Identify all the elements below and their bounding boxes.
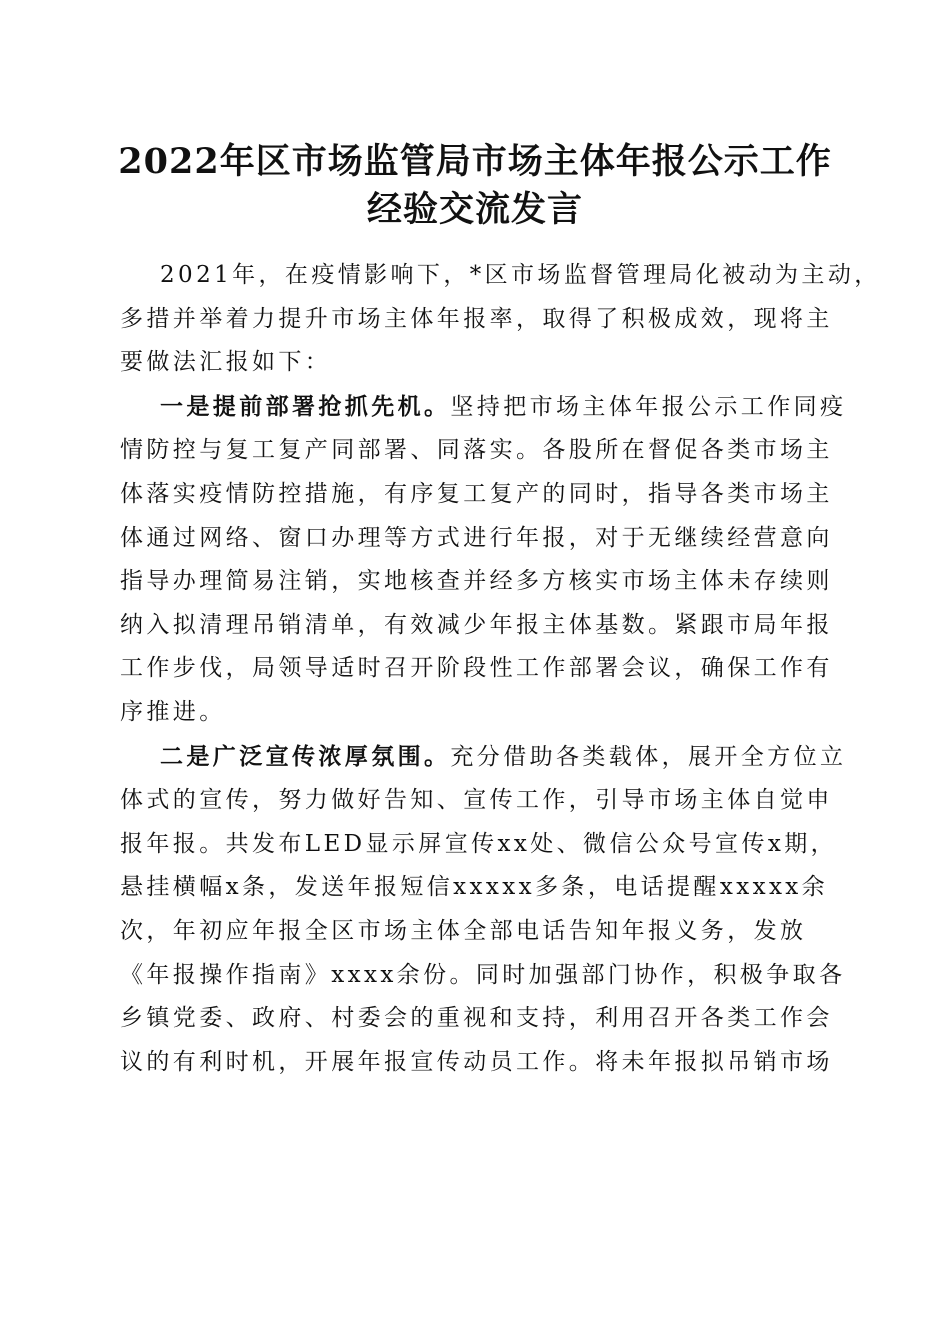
section-1-text: 坚持把市场主体年报公示工作同疫 <box>450 393 847 420</box>
text-line: 体式的宣传，努力做好告知、宣传工作，引导市场主体自觉申 <box>120 787 833 814</box>
text-line: 纳入拟清理吊销清单，有效减少年报主体基数。紧跟市局年报 <box>120 611 833 638</box>
text-line: 序推进。 <box>120 698 226 725</box>
document-body <box>120 254 881 1084</box>
text-line: 次，年初应年报全区市场主体全部电话告知年报义务，发放 <box>120 917 807 944</box>
text-line: 悬挂横幅x条，发送年报短信xxxxx多条，电话提醒xxxxx余 <box>120 874 829 901</box>
text-line: 乡镇党委、政府、村委会的重视和支持，利用召开各类工作会 <box>120 1005 833 1032</box>
text-line: 要做法汇报如下： <box>120 349 332 376</box>
paragraph-intro <box>120 254 881 385</box>
section-2-text: 充分借助各类载体，展开全方位立 <box>450 743 847 770</box>
paragraph-section-1 <box>120 385 847 735</box>
title-line-2: 经验交流发言 <box>366 189 583 230</box>
section-1-heading: 一是提前部署抢抓先机。 <box>160 392 451 420</box>
document-title <box>100 138 850 234</box>
text-line: 议的有利时机，开展年报宣传动员工作。将未年报拟吊销市场 <box>120 1048 833 1075</box>
text-line: 报年报。共发布LED显示屏宣传xx处、微信公众号宣传x期， <box>120 830 838 857</box>
text-line: 多措并举着力提升市场主体年报率，取得了积极成效，现将主 <box>120 305 833 332</box>
text-line: 2021年，在疫情影响下，*区市场监督管理局化被动为主动， <box>160 262 881 288</box>
text-line: 体落实疫情防控措施，有序复工复产的同时，指导各类市场主 <box>120 480 833 507</box>
text-line: 《年报操作指南》xxxx余份。同时加强部门协作，积极争取各 <box>120 961 846 988</box>
title-line-1: 2022年区市场监管局市场主体年报公示工作 <box>118 141 832 182</box>
section-2-heading: 二是广泛宣传浓厚氛围。 <box>160 742 451 770</box>
text-line: 情防控与复工复产同部署、同落实。各股所在督促各类市场主 <box>120 437 833 464</box>
paragraph-section-2 <box>120 735 847 1085</box>
text-line <box>120 385 847 430</box>
text-line: 指导办理简易注销，实地核查并经多方核实市场主体未存续则 <box>120 568 833 595</box>
text-line <box>120 735 847 780</box>
text-line: 工作步伐，局领导适时召开阶段性工作部署会议，确保工作有 <box>120 655 833 682</box>
text-line: 体通过网络、窗口办理等方式进行年报，对于无继续经营意向 <box>120 524 833 551</box>
